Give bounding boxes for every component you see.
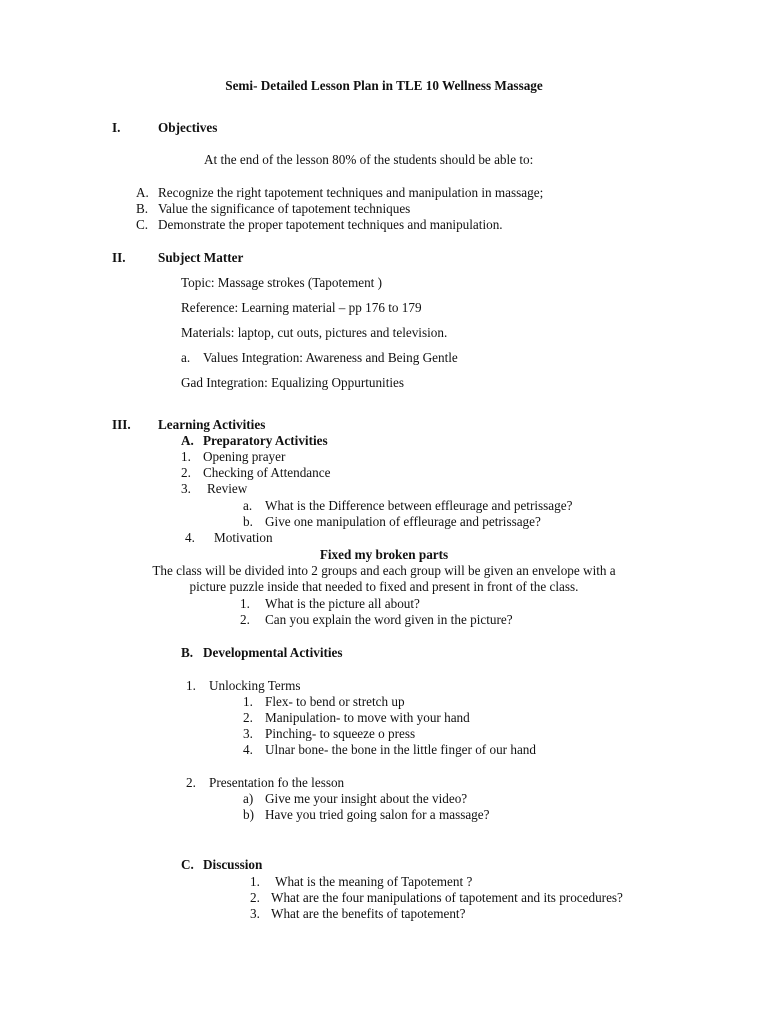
list-marker: 1.	[186, 678, 196, 693]
section-heading-objectives: Objectives	[158, 120, 218, 135]
list-marker: 1.	[240, 596, 250, 611]
subsection-marker: A.	[181, 433, 194, 448]
activity-description-line: picture puzzle inside that needed to fixed and present in front of the class.	[189, 579, 579, 594]
list-item: Ulnar bone- the bone in the little finger of our hand	[265, 742, 536, 757]
list-item: What are the four manipulations of tapotement and its procedures?	[271, 890, 623, 905]
list-marker: b)	[243, 807, 254, 822]
list-marker: 1.	[243, 694, 253, 709]
list-item: Flex- to bend or stretch up	[265, 694, 405, 709]
document-title: Semi- Detailed Lesson Plan in TLE 10 Wellness Massage	[225, 78, 543, 93]
list-item: Have you tried going salon for a massage?	[265, 807, 490, 822]
list-item: Opening prayer	[203, 449, 286, 464]
list-item: What are the benefits of tapotement?	[271, 906, 466, 921]
list-marker: 4.	[243, 742, 253, 757]
list-item: What is the picture all about?	[265, 596, 420, 611]
subject-reference: Reference: Learning material – pp 176 to 179	[181, 300, 422, 315]
list-item: Pinching- to squeeze o press	[265, 726, 416, 741]
subsection-heading-discussion: Discussion	[203, 857, 263, 872]
list-item: Review	[207, 481, 248, 496]
list-item: Give me your insight about the video?	[265, 791, 468, 806]
objective-marker: B.	[136, 201, 149, 216]
list-item: Checking of Attendance	[203, 465, 331, 480]
objective-text: Recognize the right tapotement techniques and manipulation in massage;	[158, 185, 544, 200]
list-marker: 1.	[250, 874, 260, 889]
list-marker: 1.	[181, 449, 191, 464]
subject-gad: Gad Integration: Equalizing Oppurtunities	[181, 375, 405, 390]
list-marker: a.	[243, 498, 253, 513]
list-marker: 4.	[185, 530, 195, 545]
section-numeral-objectives: I.	[112, 120, 121, 135]
activity-title: Fixed my broken parts	[319, 547, 449, 562]
list-marker: 2.	[250, 890, 260, 905]
section-numeral-subject-matter: II.	[112, 250, 126, 265]
list-marker: 2.	[243, 710, 253, 725]
list-item: Can you explain the word given in the picture?	[265, 612, 513, 627]
section-heading-subject-matter: Subject Matter	[158, 250, 244, 265]
list-item: What is the Difference between effleurage and petrissage?	[265, 498, 573, 513]
subject-materials: Materials: laptop, cut outs, pictures and television.	[181, 325, 448, 340]
subsection-marker: B.	[181, 645, 194, 660]
section-heading-learning-activities: Learning Activities	[158, 417, 266, 432]
subsection-heading-preparatory: Preparatory Activities	[203, 433, 328, 448]
activity-description-line: The class will be divided into 2 groups and each group will be given an envelope with a	[152, 563, 616, 578]
list-item: Presentation fo the lesson	[209, 775, 345, 790]
objective-marker: C.	[136, 217, 149, 232]
list-item: Unlocking Terms	[209, 678, 301, 693]
list-marker: 2.	[240, 612, 250, 627]
section-numeral-learning-activities: III.	[112, 417, 131, 432]
list-marker: a)	[243, 791, 254, 806]
list-marker: 3.	[243, 726, 253, 741]
subsection-marker: C.	[181, 857, 194, 872]
subject-topic: Topic: Massage strokes (Tapotement )	[181, 275, 383, 290]
list-marker: b.	[243, 514, 253, 529]
subject-values: Values Integration: Awareness and Being Gentle	[203, 350, 458, 365]
objective-text: Demonstrate the proper tapotement techniques and manipulation.	[158, 217, 503, 232]
list-item: Give one manipulation of effleurage and petrissage?	[265, 514, 541, 529]
objectives-intro: At the end of the lesson 80% of the students should be able to:	[204, 152, 534, 167]
objective-text: Value the significance of tapotement techniques	[158, 201, 411, 216]
objective-marker: A.	[136, 185, 149, 200]
list-item: Manipulation- to move with your hand	[265, 710, 470, 725]
values-marker: a.	[181, 350, 191, 365]
list-marker: 3.	[181, 481, 191, 496]
list-marker: 2.	[186, 775, 196, 790]
subsection-heading-developmental: Developmental Activities	[203, 645, 343, 660]
list-marker: 2.	[181, 465, 191, 480]
list-marker: 3.	[250, 906, 260, 921]
list-item: What is the meaning of Tapotement ?	[275, 874, 473, 889]
list-item: Motivation	[214, 530, 273, 545]
